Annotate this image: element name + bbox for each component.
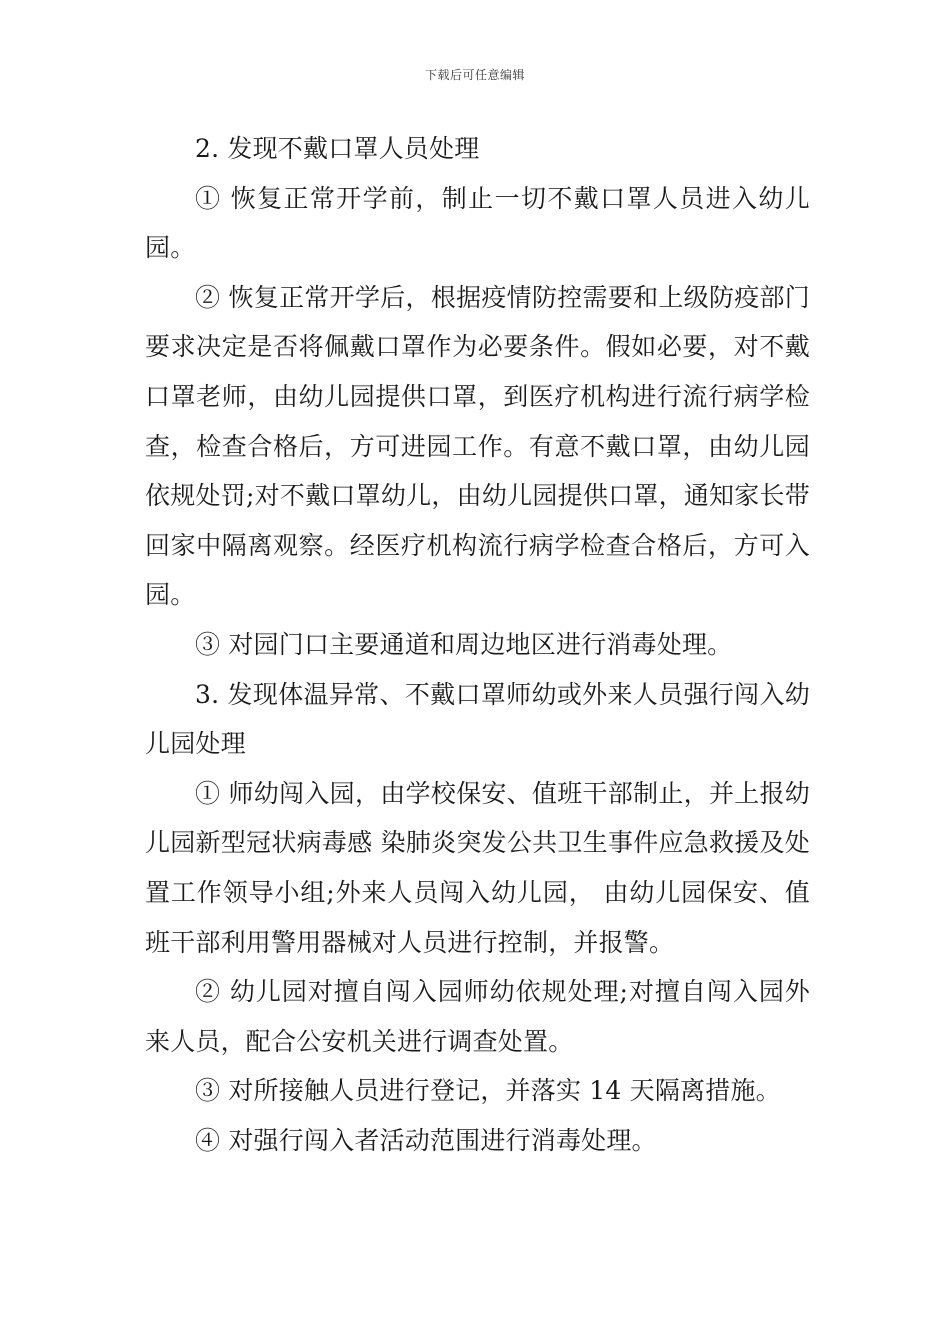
paragraph-after-reopening: ② 恢复正常开学后，根据疫情防控需要和上级防疫部门要求决定是否将佩戴口罩作为必要条件。假如必要，对不戴口罩老师，由幼儿园提供口罩，到医疗机构进行流行病学检查，检查合格后，方可进园工作。有意不戴口罩，由幼儿园依规处罚;对不戴口罩幼儿，由幼儿园提供口罩，通知家长带回家中隔离观察。经医疗机构流行病学检查合格后，方可入园。 bbox=[145, 282, 810, 610]
paragraph-forced-entry-response: ① 师幼闯入园，由学校保安、值班干部制止，并上报幼儿园新型冠状病毒感 染肺炎突发公共卫生事件应急救援及处置工作领导小组;外来人员闯入幼儿园， 由幼儿园保安、值班干部利用警用器械对人员进行控制，并报警。 bbox=[145, 778, 810, 957]
heading-forced-entry-handling: 3. 发现体温异常、不戴口罩师幼或外来人员强行闯入幼儿园处理 bbox=[145, 679, 810, 759]
paragraph-before-reopening: ① 恢复正常开学前，制止一切不戴口罩人员进入幼儿园。 bbox=[145, 183, 810, 263]
document-body bbox=[145, 124, 810, 1165]
page-header: 下载后可任意编辑 bbox=[424, 68, 525, 82]
paragraph-disinfect-entrance: ③ 对园门口主要通道和周边地区进行消毒处理。 bbox=[195, 629, 733, 659]
heading-no-mask-handling: 2. 发现不戴口罩人员处理 bbox=[195, 134, 480, 163]
paragraph-contact-registration: ③ 对所接触人员进行登记，并落实 14 天隔离措施。 bbox=[195, 1076, 781, 1106]
paragraph-disinfect-area: ④ 对强行闯入者活动范围进行消毒处理。 bbox=[195, 1125, 657, 1155]
paragraph-disciplinary-action: ② 幼儿园对擅自闯入园师幼依规处理;对擅自闯入园外来人员，配合公安机关进行调查处置。 bbox=[145, 977, 810, 1056]
